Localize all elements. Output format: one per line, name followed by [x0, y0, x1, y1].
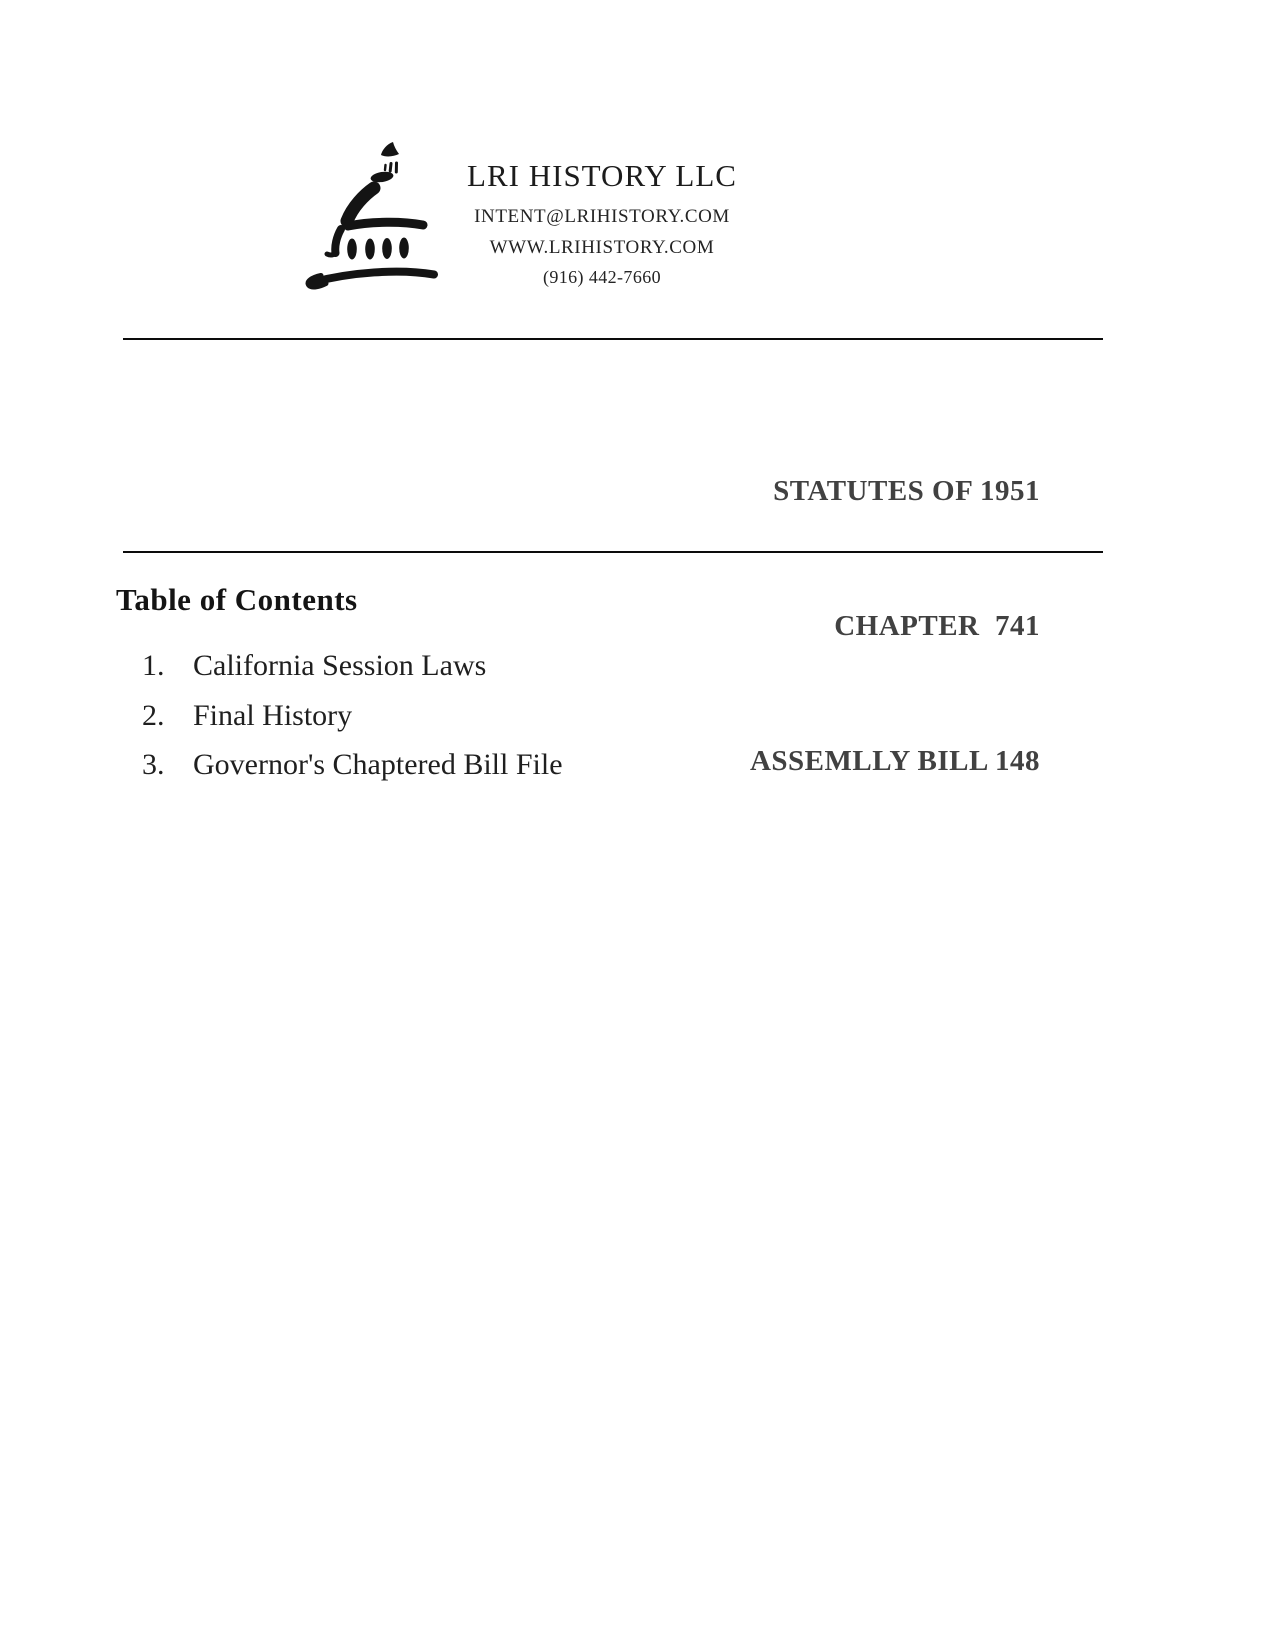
toc-item: [142, 748, 563, 782]
divider-top: [123, 338, 1103, 340]
toc-item-number: 2.: [142, 699, 165, 732]
toc-item: [142, 649, 486, 683]
company-email: INTENT@LRIHISTORY.COM: [474, 206, 730, 227]
toc-item-label: Governor's Chaptered Bill File: [193, 748, 563, 781]
toc-item: [142, 699, 352, 733]
company-name: LRI HISTORY LLC: [467, 158, 737, 193]
toc-item-number: 1.: [142, 649, 165, 682]
toc-item-label: Final History: [193, 699, 353, 732]
toc-item-number: 3.: [142, 748, 165, 781]
chapter-line: CHAPTER 741: [834, 610, 1040, 642]
divider-bottom: [123, 551, 1103, 553]
company-website: WWW.LRIHISTORY.COM: [489, 237, 715, 258]
statutes-line: STATUTES OF 1951: [773, 475, 1040, 507]
toc-heading: Table of Contents: [116, 582, 358, 617]
toc-item-label: California Session Laws: [193, 649, 487, 682]
bill-line: ASSEMLLY BILL 148: [749, 745, 1040, 777]
case-heading: [750, 379, 1040, 874]
company-phone: (916) 442-7660: [542, 267, 662, 287]
